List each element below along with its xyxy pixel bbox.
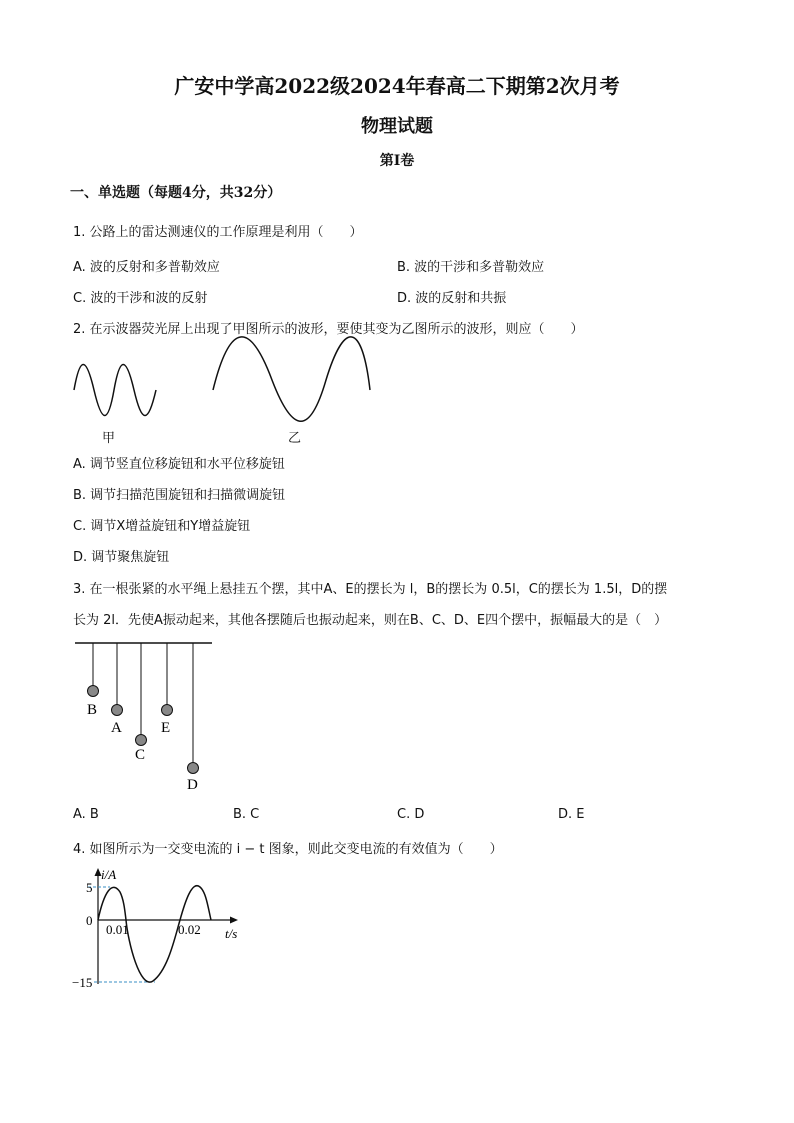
pendulum-label-c: C [135, 747, 146, 763]
question-3-stem-line-2: 长为 2l．先使A振动起来，其他各摆随后也振动起来，则在B、C、D、E四个摆中，振幅最大的是（ ） [73, 613, 668, 628]
current-time-graph [60, 862, 260, 997]
x-axis-arrow [230, 917, 238, 924]
q2-option-b: B. 调节扫描范围旋钮和扫描微调旋钮 [73, 488, 286, 503]
q1-option-b: B. 波的干涉和多普勒效应 [397, 260, 545, 275]
pendulum-label-b: B [87, 702, 98, 718]
pendulum-label-d: D [187, 777, 198, 793]
y-tick-0: 0 [86, 913, 93, 928]
question-4-stem: 4. 如图所示为一交变电流的 i − t 图象，则此交变电流的有效值为（ ） [73, 842, 503, 857]
q3-option-b: B. C [233, 807, 260, 822]
q1-option-d: D. 波的反射和共振 [397, 291, 507, 306]
pendulums-figure [70, 638, 220, 798]
waveform-yi [213, 337, 370, 421]
exam-title: 广安中学高2022级2024年春高二下期第2次月考 [174, 74, 620, 98]
pendulum-d [188, 643, 199, 774]
y-tick-5: 5 [86, 880, 93, 895]
q3-option-a: A. B [73, 807, 99, 822]
q3-option-c: C. D [397, 807, 425, 822]
figure-label-jia: 甲 [102, 431, 116, 446]
pendulum-c [136, 643, 147, 746]
q2-option-a: A. 调节竖直位移旋钮和水平位移旋钮 [73, 457, 285, 472]
q3-option-d: D. E [558, 807, 585, 822]
question-3-stem-line-1: 3. 在一根张紧的水平绳上悬挂五个摆，其中A、E的摆长为 l，B的摆长为 0.5l，C的摆长为 1.5l，D的摆 [73, 582, 668, 597]
pendulum-b [88, 643, 99, 697]
pendulum-label-a: A [111, 720, 122, 736]
pendulum-e [162, 643, 173, 716]
x-tick-0-02: 0.02 [178, 922, 201, 937]
pendulum-a [112, 643, 123, 716]
y-tick-minus-15: −15 [72, 975, 93, 990]
question-1-stem: 1. 公路上的雷达测速仪的工作原理是利用（ ） [73, 225, 363, 240]
subject-title: 物理试题 [361, 116, 433, 137]
waveform-jia [74, 365, 156, 416]
q2-option-c: C. 调节X增益旋钮和Y增益旋钮 [73, 519, 251, 534]
question-2-stem: 2. 在示波器荧光屏上出现了甲图所示的波形，要使其变为乙图所示的波形，则应（ ） [73, 322, 584, 337]
y-axis-label: i/A [101, 867, 117, 882]
x-axis-label: t/s [225, 926, 238, 941]
section-heading: 一、单选题（每题4分，共32分） [70, 185, 282, 201]
pendulum-label-e: E [161, 720, 171, 736]
q1-option-c: C. 波的干涉和波的反射 [73, 291, 208, 306]
q2-option-d: D. 调节聚焦旋钮 [73, 550, 170, 565]
q1-option-a: A. 波的反射和多普勒效应 [73, 260, 220, 275]
volume-label: 第Ⅰ卷 [379, 153, 415, 169]
x-tick-0-01: 0.01 [106, 922, 129, 937]
figure-label-yi: 乙 [288, 431, 302, 446]
